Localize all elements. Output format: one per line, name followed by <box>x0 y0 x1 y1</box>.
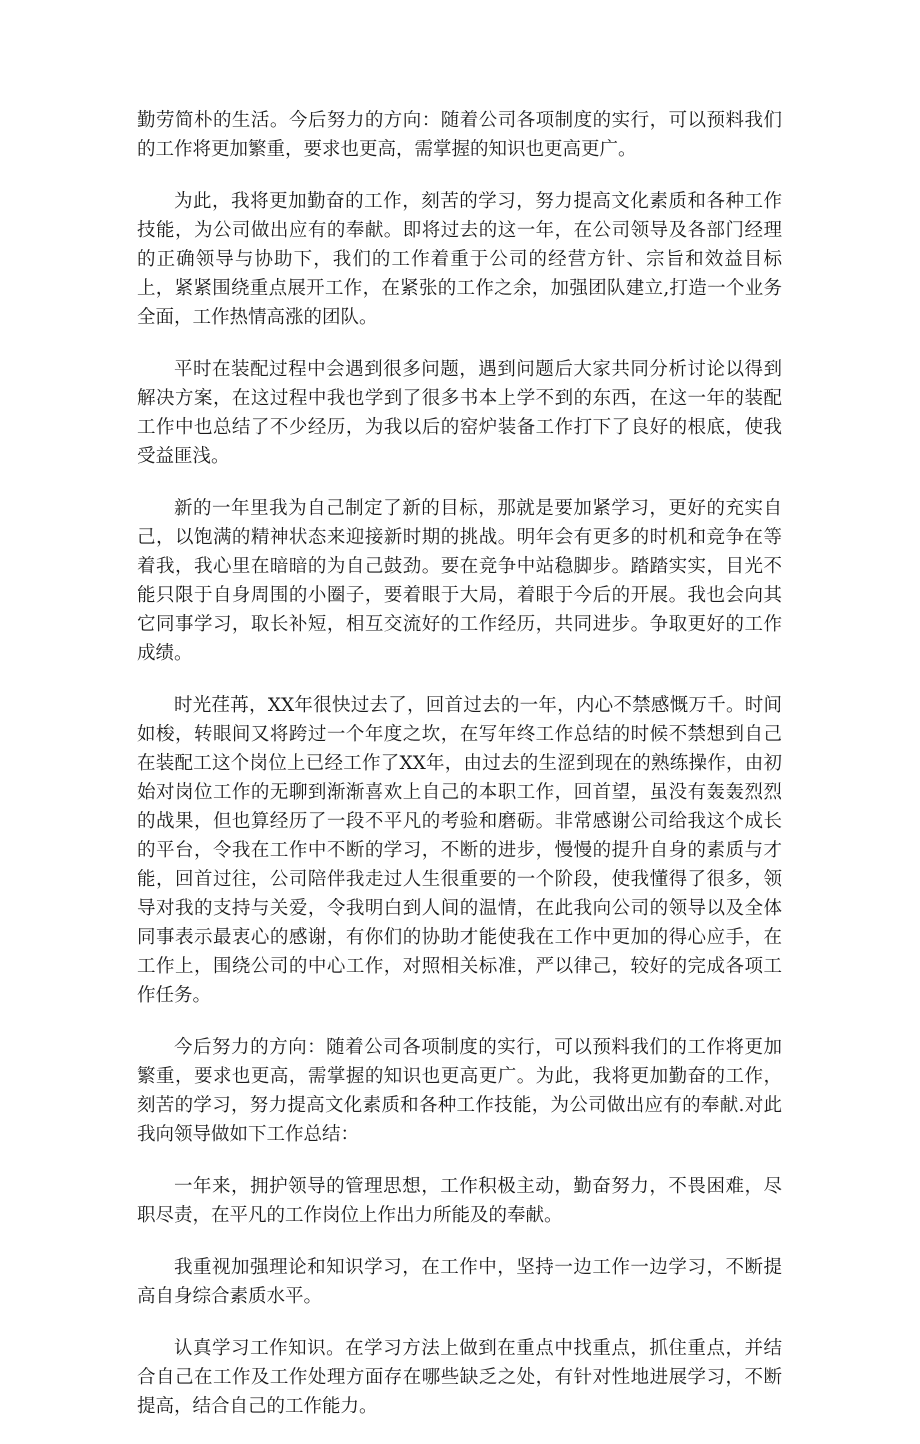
paragraph-4: 新的一年里我为自己制定了新的目标，那就是要加紧学习，更好的充实自己，以饱满的精神状态来迎接新时期的挑战。明年会有更多的时机和竞争在等着我，我心里在暗暗的为自己鼓劲。要在竞争中站稳脚步。踏踏实实，目光不能只限于自身周围的小圈子，要着眼于大局，着眼于今后的开展。我也会向其它同事学习，取长补短，相互交流好的工作经历，共同进步。争取更好的工作成绩。 <box>137 498 782 664</box>
paragraph-3: 平时在装配过程中会遇到很多问题，遇到问题后大家共同分析讨论以得到解决方案，在这过程中我也学到了很多书本上学不到的东西，在这一年的装配工作中也总结了不少经历，为我以后的窑炉装备工作打下了良好的根底，使我受益匪浅。 <box>137 359 782 467</box>
paragraph-8: 我重视加强理论和知识学习，在工作中，坚持一边工作一边学习，不断提高自身综合素质水平。 <box>137 1257 782 1307</box>
paragraph-9: 认真学习工作知识。在学习方法上做到在重点中找重点，抓住重点，并结合自己在工作及工作处理方面存在哪些缺乏之处，有针对性地进展学习，不断提高，结合自己的工作能力。 <box>137 1338 782 1417</box>
paragraph-5: 时光荏苒，XX年很快过去了，回首过去的一年，内心不禁感慨万千。时间如梭，转眼间又将跨过一个年度之坎，在写年终工作总结的时候不禁想到自己在装配工这个岗位上已经工作了XX年，由过去的生涩到现在的熟练操作，由初始对岗位工作的无聊到渐渐喜欢上自己的本职工作，回首望，虽没有轰轰烈烈的战果，但也算经历了一段不平凡的考验和磨砺。非常感谢公司给我这个成长的平台，令我在工作中不断的学习，不断的进步，慢慢的提升自身的素质与才能，回首过往，公司陪伴我走过人生很重要的一个阶段，使我懂得了很多，领导对我的支持与关爱，令我明白到人间的温情，在此我向公司的领导以及全体同事表示最衷心的感谢，有你们的协助才能使我在工作中更加的得心应手，在工作上，围绕公司的中心工作，对照相关标准，严以律己，较好的完成各项工作任务。 <box>137 695 782 1006</box>
paragraph-1: 勤劳简朴的生活。今后努力的方向：随着公司各项制度的实行，可以预料我们的工作将更加繁重，要求也更高，需掌握的知识也更高更广。 <box>137 110 782 160</box>
paragraph-2: 为此，我将更加勤奋的工作，刻苦的学习，努力提高文化素质和各种工作技能，为公司做出应有的奉献。即将过去的这一年，在公司领导及各部门经理的正确领导与协助下，我们的工作着重于公司的经营方针、宗旨和效益目标上，紧紧围绕重点展开工作，在紧张的工作之余，加强团队建立,打造一个业务全面，工作热情高涨的团队。 <box>137 191 782 328</box>
document-body <box>137 106 782 1444</box>
paragraph-6: 今后努力的方向：随着公司各项制度的实行，可以预料我们的工作将更加繁重，要求也更高，需掌握的知识也更高更广。为此，我将更加勤奋的工作，刻苦的学习，努力提高文化素质和各种工作技能，为公司做出应有的奉献.对此我向领导做如下工作总结： <box>137 1037 782 1145</box>
paragraph-7: 一年来，拥护领导的管理思想，工作积极主动，勤奋努力，不畏困难，尽职尽责，在平凡的工作岗位上作出力所能及的奉献。 <box>137 1176 782 1226</box>
